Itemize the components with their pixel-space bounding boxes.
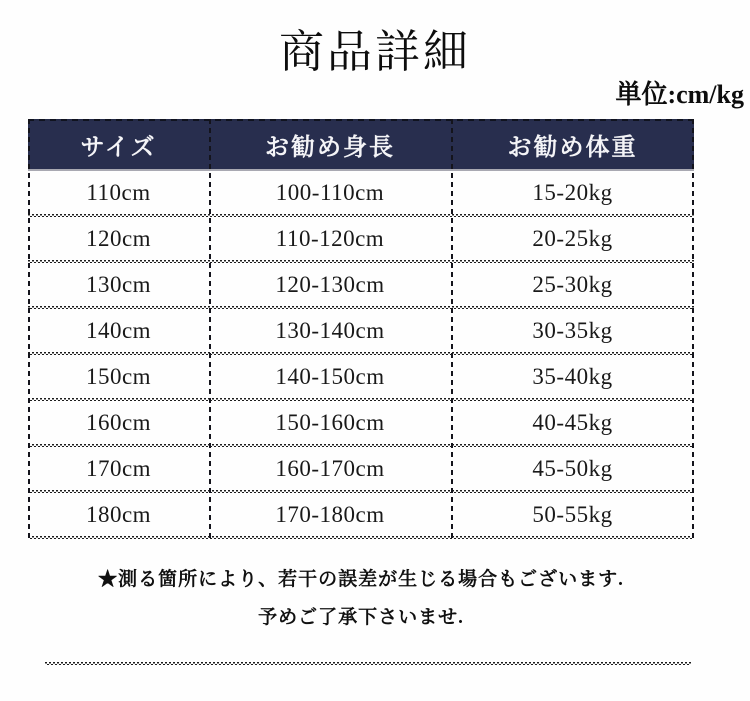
cell-weight: 20-25kg [532,225,613,251]
cell-weight: 50-55kg [532,501,613,527]
cell-weight: 40-45kg [532,409,613,435]
column-header-weight: お勧め体重 [507,134,638,161]
table-header-row [28,119,694,171]
cell-weight: 35-40kg [532,363,613,389]
column-divider [209,119,211,539]
cell-size: 140cm [85,317,152,343]
cell-size: 170cm [85,455,152,481]
page-title: 商品詳細 [278,27,471,77]
cell-size: 180cm [85,501,152,527]
cell-size: 150cm [85,363,152,389]
cell-size: 110cm [86,179,151,205]
table-row [28,217,694,260]
cell-size: 130cm [85,271,152,297]
table-row [28,493,694,536]
footer-dotted-divider [45,662,691,665]
cell-weight: 45-50kg [532,455,613,481]
table-row [28,447,694,490]
cell-height: 160-170cm [275,455,385,481]
column-divider [451,119,453,539]
note-line-2: 予めご了承下さいませ. [258,607,464,628]
cell-size: 120cm [85,225,152,251]
cell-weight: 15-20kg [532,179,613,205]
unit-label: 単位:cm/kg [615,80,744,109]
table-right-border [692,119,694,539]
cell-height: 170-180cm [275,501,385,527]
cell-weight: 25-30kg [532,271,613,297]
table-row [28,263,694,306]
table-left-border [28,119,30,539]
table-row [28,309,694,352]
cell-height: 100-110cm [275,179,385,205]
table-row [28,171,694,214]
cell-height: 150-160cm [275,409,385,435]
table-row [28,355,694,398]
note-line-1: ★測る箇所により、若干の誤差が生じる場合もございます. [98,569,624,590]
column-header-height: お勧め身長 [265,134,395,161]
table-bottom-border [28,536,694,539]
size-chart-table [28,119,694,539]
cell-weight: 30-35kg [532,317,613,343]
table-row [28,401,694,444]
column-header-size: サイズ [80,134,157,161]
cell-height: 120-130cm [275,271,385,297]
measurement-note [28,561,694,637]
cell-height: 130-140cm [275,317,385,343]
cell-size: 160cm [85,409,152,435]
cell-height: 110-120cm [275,225,385,251]
cell-height: 140-150cm [275,363,385,389]
